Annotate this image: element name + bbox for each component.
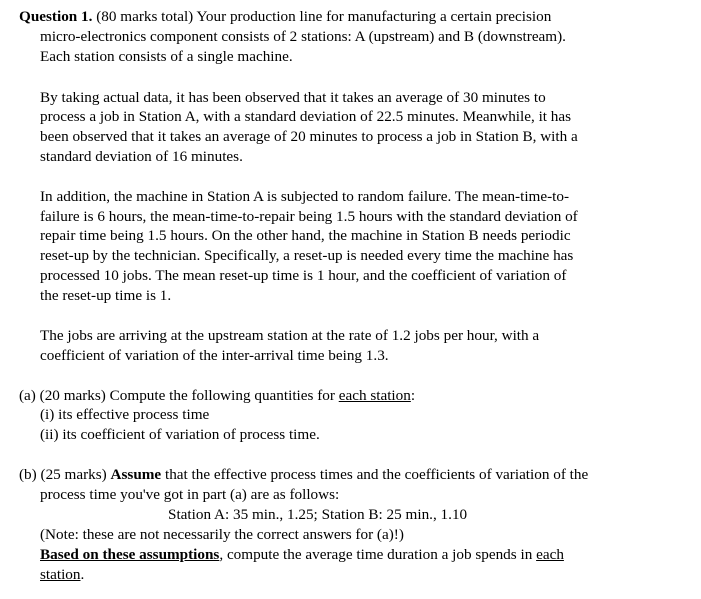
part-a-prefix: (a) (20 marks) Compute the following quantities for bbox=[19, 387, 339, 404]
para1-line-3: been observed that it takes an average of 20 minutes to process a job in Station B, with a bbox=[40, 128, 578, 145]
para1-line-4: standard deviation of 16 minutes. bbox=[40, 148, 243, 165]
part-b-line-2: process time you've got in part (a) are as follows: bbox=[40, 486, 340, 503]
question-intro-text: (80 marks total) Your production line for manufacturing a certain precision bbox=[92, 8, 552, 25]
part-b-assume: Assume bbox=[110, 466, 162, 483]
part-a-item-1: (i) its effective process time bbox=[40, 406, 210, 423]
part-b-last-line bbox=[40, 545, 564, 565]
part-b-suffix: that the effective process times and the coefficients of variation of the bbox=[161, 466, 589, 483]
question-number: Question 1. bbox=[19, 8, 93, 25]
part-a-item-2: (ii) its coefficient of variation of process time. bbox=[40, 426, 320, 443]
para3-line-1: The jobs are arriving at the upstream station at the rate of 1.2 jobs per hour, with a bbox=[40, 327, 540, 344]
part-b-compute-text: , compute the average time duration a job spends in bbox=[219, 546, 537, 563]
para2-line-2: failure is 6 hours, the mean-time-to-repair being 1.5 hours with the standard deviation of bbox=[40, 208, 578, 225]
part-b-final-line bbox=[40, 565, 84, 585]
para2-line-4: reset-up by the technician. Specifically, a reset-up is needed every time the machine has bbox=[40, 247, 574, 264]
part-b-based-on-assumptions: Based on these assumptions bbox=[40, 546, 220, 563]
part-a-each-station: each station bbox=[338, 387, 411, 404]
part-b-assumption-values: Station A: 35 min., 1.25; Station B: 25 min., 1.10 bbox=[168, 506, 468, 523]
part-b-heading bbox=[19, 465, 588, 485]
part-b-each: each bbox=[536, 546, 564, 563]
para2-line-3: repair time being 1.5 hours. On the other hand, the machine in Station B needs periodic bbox=[40, 227, 571, 244]
question-line-2: micro-electronics component consists of 2 stations: A (upstream) and B (downstream). bbox=[40, 28, 566, 45]
para2-line-1: In addition, the machine in Station A is subjected to random failure. The mean-time-to- bbox=[40, 188, 570, 205]
part-b-period: . bbox=[80, 566, 85, 583]
part-b-station: station bbox=[40, 566, 81, 583]
question-line-3: Each station consists of a single machine. bbox=[40, 48, 293, 65]
para2-line-5: processed 10 jobs. The mean reset-up time is 1 hour, and the coefficient of variation of bbox=[40, 267, 567, 284]
part-a-suffix: : bbox=[410, 387, 416, 404]
para2-line-6: the reset-up time is 1. bbox=[40, 287, 172, 304]
part-b-note: (Note: these are not necessarily the correct answers for (a)!) bbox=[40, 526, 404, 543]
para1-line-1: By taking actual data, it has been observed that it takes an average of 30 minutes to bbox=[40, 89, 546, 106]
question-line-1 bbox=[19, 7, 551, 27]
part-b-prefix: (b) (25 marks) bbox=[19, 466, 111, 483]
para3-line-2: coefficient of variation of the inter-arrival time being 1.3. bbox=[40, 347, 389, 364]
para1-line-2: process a job in Station A, with a standard deviation of 22.5 minutes. Meanwhile, it has bbox=[40, 108, 572, 125]
part-a-heading bbox=[19, 386, 415, 406]
